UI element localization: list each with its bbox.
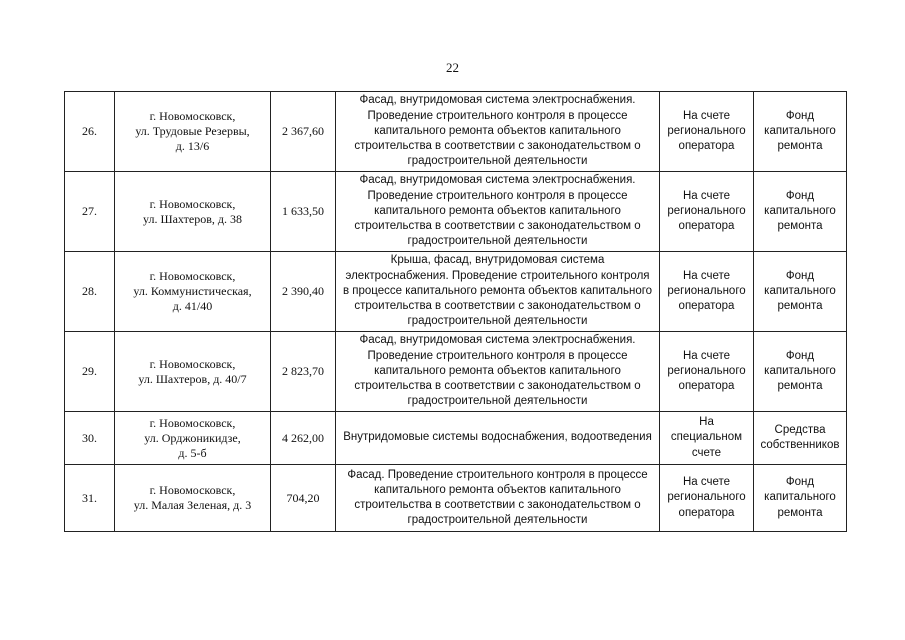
works-cell: Фасад, внутридомовая система электроснабжения. Проведение строительного контроля в процессе капитального ремонта объектов капитального строительства в соответствии с законодательством о градостроительной деятельности — [336, 332, 660, 412]
row-number-cell: 29. — [65, 332, 115, 412]
row-number-cell: 30. — [65, 412, 115, 465]
address-cell: г. Новомосковск, ул. Коммунистическая, д. 41/40 — [115, 252, 271, 332]
account-cell: На специальном счете — [660, 412, 754, 465]
table-row — [65, 252, 847, 332]
account-cell: На счете регионального оператора — [660, 465, 754, 532]
row-number-cell: 31. — [65, 465, 115, 532]
area-cell: 4 262,00 — [271, 412, 336, 465]
table-row — [65, 465, 847, 532]
address-cell: г. Новомосковск, ул. Шахтеров, д. 40/7 — [115, 332, 271, 412]
funding-source-cell: Фонд капитального ремонта — [754, 332, 847, 412]
repair-program-table — [64, 91, 847, 532]
page-number: 22 — [446, 60, 459, 75]
funding-source-cell: Фонд капитального ремонта — [754, 465, 847, 532]
row-number-cell: 28. — [65, 252, 115, 332]
area-cell: 2 390,40 — [271, 252, 336, 332]
table-row — [65, 172, 847, 252]
funding-source-cell: Фонд капитального ремонта — [754, 92, 847, 172]
table-row — [65, 92, 847, 172]
area-cell: 2 367,60 — [271, 92, 336, 172]
address-cell: г. Новомосковск, ул. Малая Зеленая, д. 3 — [115, 465, 271, 532]
area-cell: 704,20 — [271, 465, 336, 532]
row-number-cell: 27. — [65, 172, 115, 252]
account-cell: На счете регионального оператора — [660, 172, 754, 252]
account-cell: На счете регионального оператора — [660, 92, 754, 172]
area-cell: 2 823,70 — [271, 332, 336, 412]
funding-source-cell: Фонд капитального ремонта — [754, 172, 847, 252]
address-cell: г. Новомосковск, ул. Орджоникидзе, д. 5-б — [115, 412, 271, 465]
works-cell: Фасад, внутридомовая система электроснабжения. Проведение строительного контроля в процессе капитального ремонта объектов капитального строительства в соответствии с законодательством о градостроительной деятельности — [336, 92, 660, 172]
funding-source-cell: Фонд капитального ремонта — [754, 252, 847, 332]
account-cell: На счете регионального оператора — [660, 332, 754, 412]
account-cell: На счете регионального оператора — [660, 252, 754, 332]
works-cell: Внутридомовые системы водоснабжения, водоотведения — [336, 412, 660, 465]
row-number-cell: 26. — [65, 92, 115, 172]
area-cell: 1 633,50 — [271, 172, 336, 252]
table-row — [65, 332, 847, 412]
address-cell: г. Новомосковск, ул. Шахтеров, д. 38 — [115, 172, 271, 252]
address-cell: г. Новомосковск, ул. Трудовые Резервы, д. 13/6 — [115, 92, 271, 172]
table-row — [65, 412, 847, 465]
works-cell: Фасад. Проведение строительного контроля в процессе капитального ремонта объектов капитального строительства в соответствии с законодательством о градостроительной деятельности — [336, 465, 660, 532]
funding-source-cell: Средства собственников — [754, 412, 847, 465]
works-cell: Фасад, внутридомовая система электроснабжения. Проведение строительного контроля в процессе капитального ремонта объектов капитального строительства в соответствии с законодательством о градостроительной деятельности — [336, 172, 660, 252]
works-cell: Крыша, фасад, внутридомовая система электроснабжения. Проведение строительного контроля в процессе капитального ремонта объектов капитального строительства в соответствии с законодательством о градостроительной деятельности — [336, 252, 660, 332]
